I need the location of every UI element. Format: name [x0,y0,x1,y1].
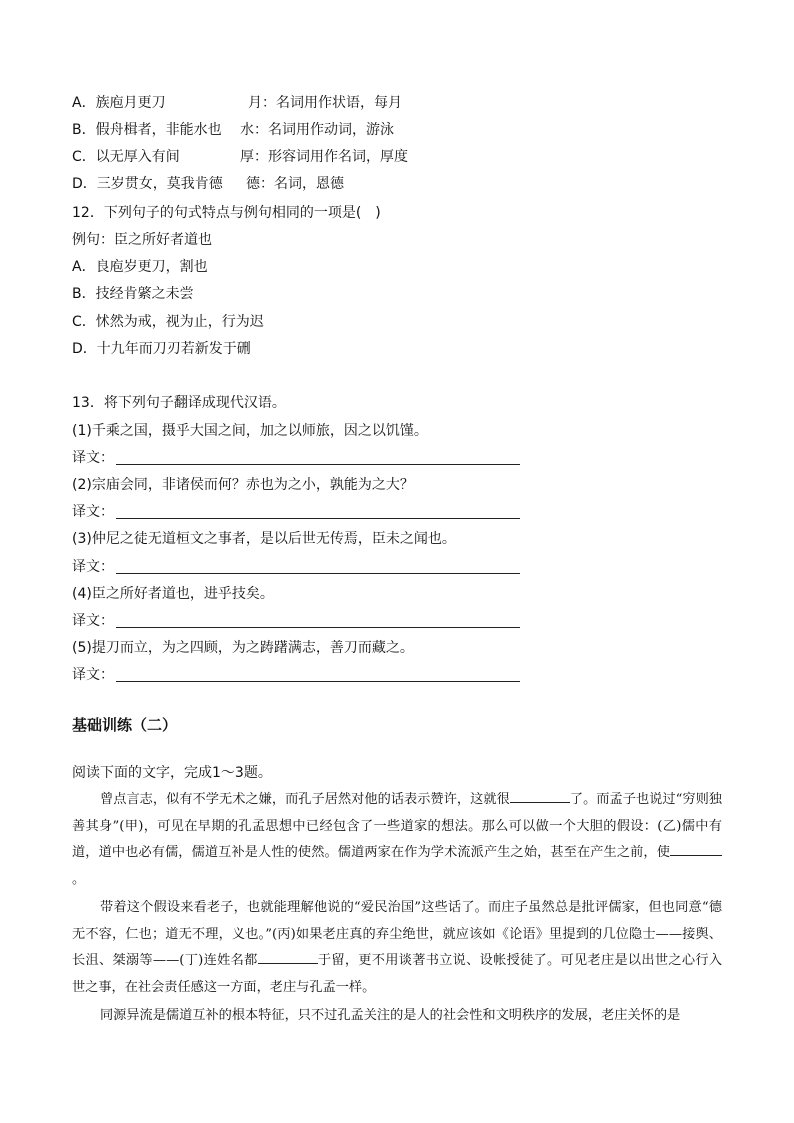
q13-sentence-1: (1)千乘之国，摄乎大国之间，加之以师旅，因之以饥馑。 [72,423,428,439]
answer-blank[interactable] [116,518,520,519]
fill-blank[interactable] [510,790,570,803]
section-heading: 基础训练（二） [72,716,178,734]
q12-example: 例句：臣之所好者道也 [72,232,212,248]
translation-label: 译文： [72,450,114,466]
option-text: A．族庖月更刀 [72,95,166,111]
q13-stem: 13．将下列句子翻译成现代汉语。 [72,395,286,411]
translation-line-4 [72,611,114,631]
option-gloss: 厚：形容词用作名词，厚度 [240,149,408,165]
q12-option-a: A．良庖岁更刀，割也 [72,259,208,275]
paragraph-text: 带着这个假设来看老子，也就能理解他说的“爱民治国”这些话了。而庄子虽然总是批评儒家，但也同意“德无不容，仁也；道无不理，义也。”(丙)如果老庄真的弃尘绝世，就应该如《论语》里提到的几位隐士——接舆、长沮、桀溺等——(丁)连姓名都 [72,900,722,968]
q13-sentence-2: (2)宗庙会同，非诸侯而何？赤也为之小，孰能为之大？ [72,477,414,493]
passage-paragraph-3: 同源异流是儒道互补的根本特征，只不过孔孟关注的是人的社会性和文明秩序的发展，老庄关怀的是 [100,1008,681,1023]
translation-label: 译文： [72,667,114,683]
paragraph-text: 于留，更不用谈著书立说、设帐授徒了。可见老庄是以出世之心行入世之事，在社会责任感这一方面，老庄与孔孟一样。 [72,953,723,995]
answer-blank[interactable] [116,681,520,682]
option-text: C．以无厚入有间 [72,149,180,165]
translation-line-5 [72,665,114,685]
translation-label: 译文： [72,559,114,575]
translation-line-1 [72,448,114,468]
translation-line-3 [72,557,114,577]
paragraph-text: 了。而孟子也说过“穷则独善其身”(甲)，可见在早期的孔孟思想中已经包含了一些道家的想法。那么可以做一个大胆的假设：(乙)儒中有道，道中也必有儒，儒道互补是人性的使然。儒道两家在作为学术流派产生之始，甚至在产生之前，使 [72,792,722,860]
q13-sentence-3: (3)仲尼之徒无道桓文之事者，是以后世无传焉，臣未之闻也。 [72,531,456,547]
option-text: B．假舟楫者，非能水也 [72,122,222,138]
q13-sentence-4: (4)臣之所好者道也，进乎技矣。 [72,586,274,602]
q13-sentence-5: (5)提刀而立，为之四顾，为之踌躇满志，善刀而藏之。 [72,640,414,656]
reading-instruction: 阅读下面的文字，完成1～3题。 [72,765,272,781]
answer-blank[interactable] [116,627,520,628]
q12-option-d: D．十九年而刀刃若新发于硎 [72,341,251,357]
option-gloss: 水：名词用作动词，游泳 [240,122,394,138]
fill-blank[interactable] [670,843,722,856]
q11-option-d [72,174,344,194]
passage-paragraph-2 [72,895,722,1001]
q12-option-b: B．技经肯綮之未尝 [72,286,194,302]
translation-label: 译文： [72,613,114,629]
q12-option-c: C．怵然为戒，视为止，行为迟 [72,314,264,330]
option-gloss: 月：名词用作状语，每月 [248,95,402,111]
paragraph-text: 。 [72,871,86,887]
translation-label: 译文： [72,504,114,520]
q11-option-a [72,93,402,113]
fill-blank[interactable] [258,951,318,964]
q12-stem: 12．下列句子的句式特点与例句相同的一项是( ) [72,205,381,221]
q11-option-c [72,147,408,167]
answer-blank[interactable] [116,464,520,465]
answer-blank[interactable] [116,573,520,574]
translation-line-2 [72,502,114,522]
option-text: D．三岁贯女，莫我肯德 [72,176,223,192]
passage-paragraph-1 [72,787,722,893]
paragraph-text: 曾点言志，似有不学无术之嫌，而孔子居然对他的话表示赞许，这就很 [100,792,510,807]
option-gloss: 德：名词，恩德 [246,176,344,192]
q11-option-b [72,120,394,140]
